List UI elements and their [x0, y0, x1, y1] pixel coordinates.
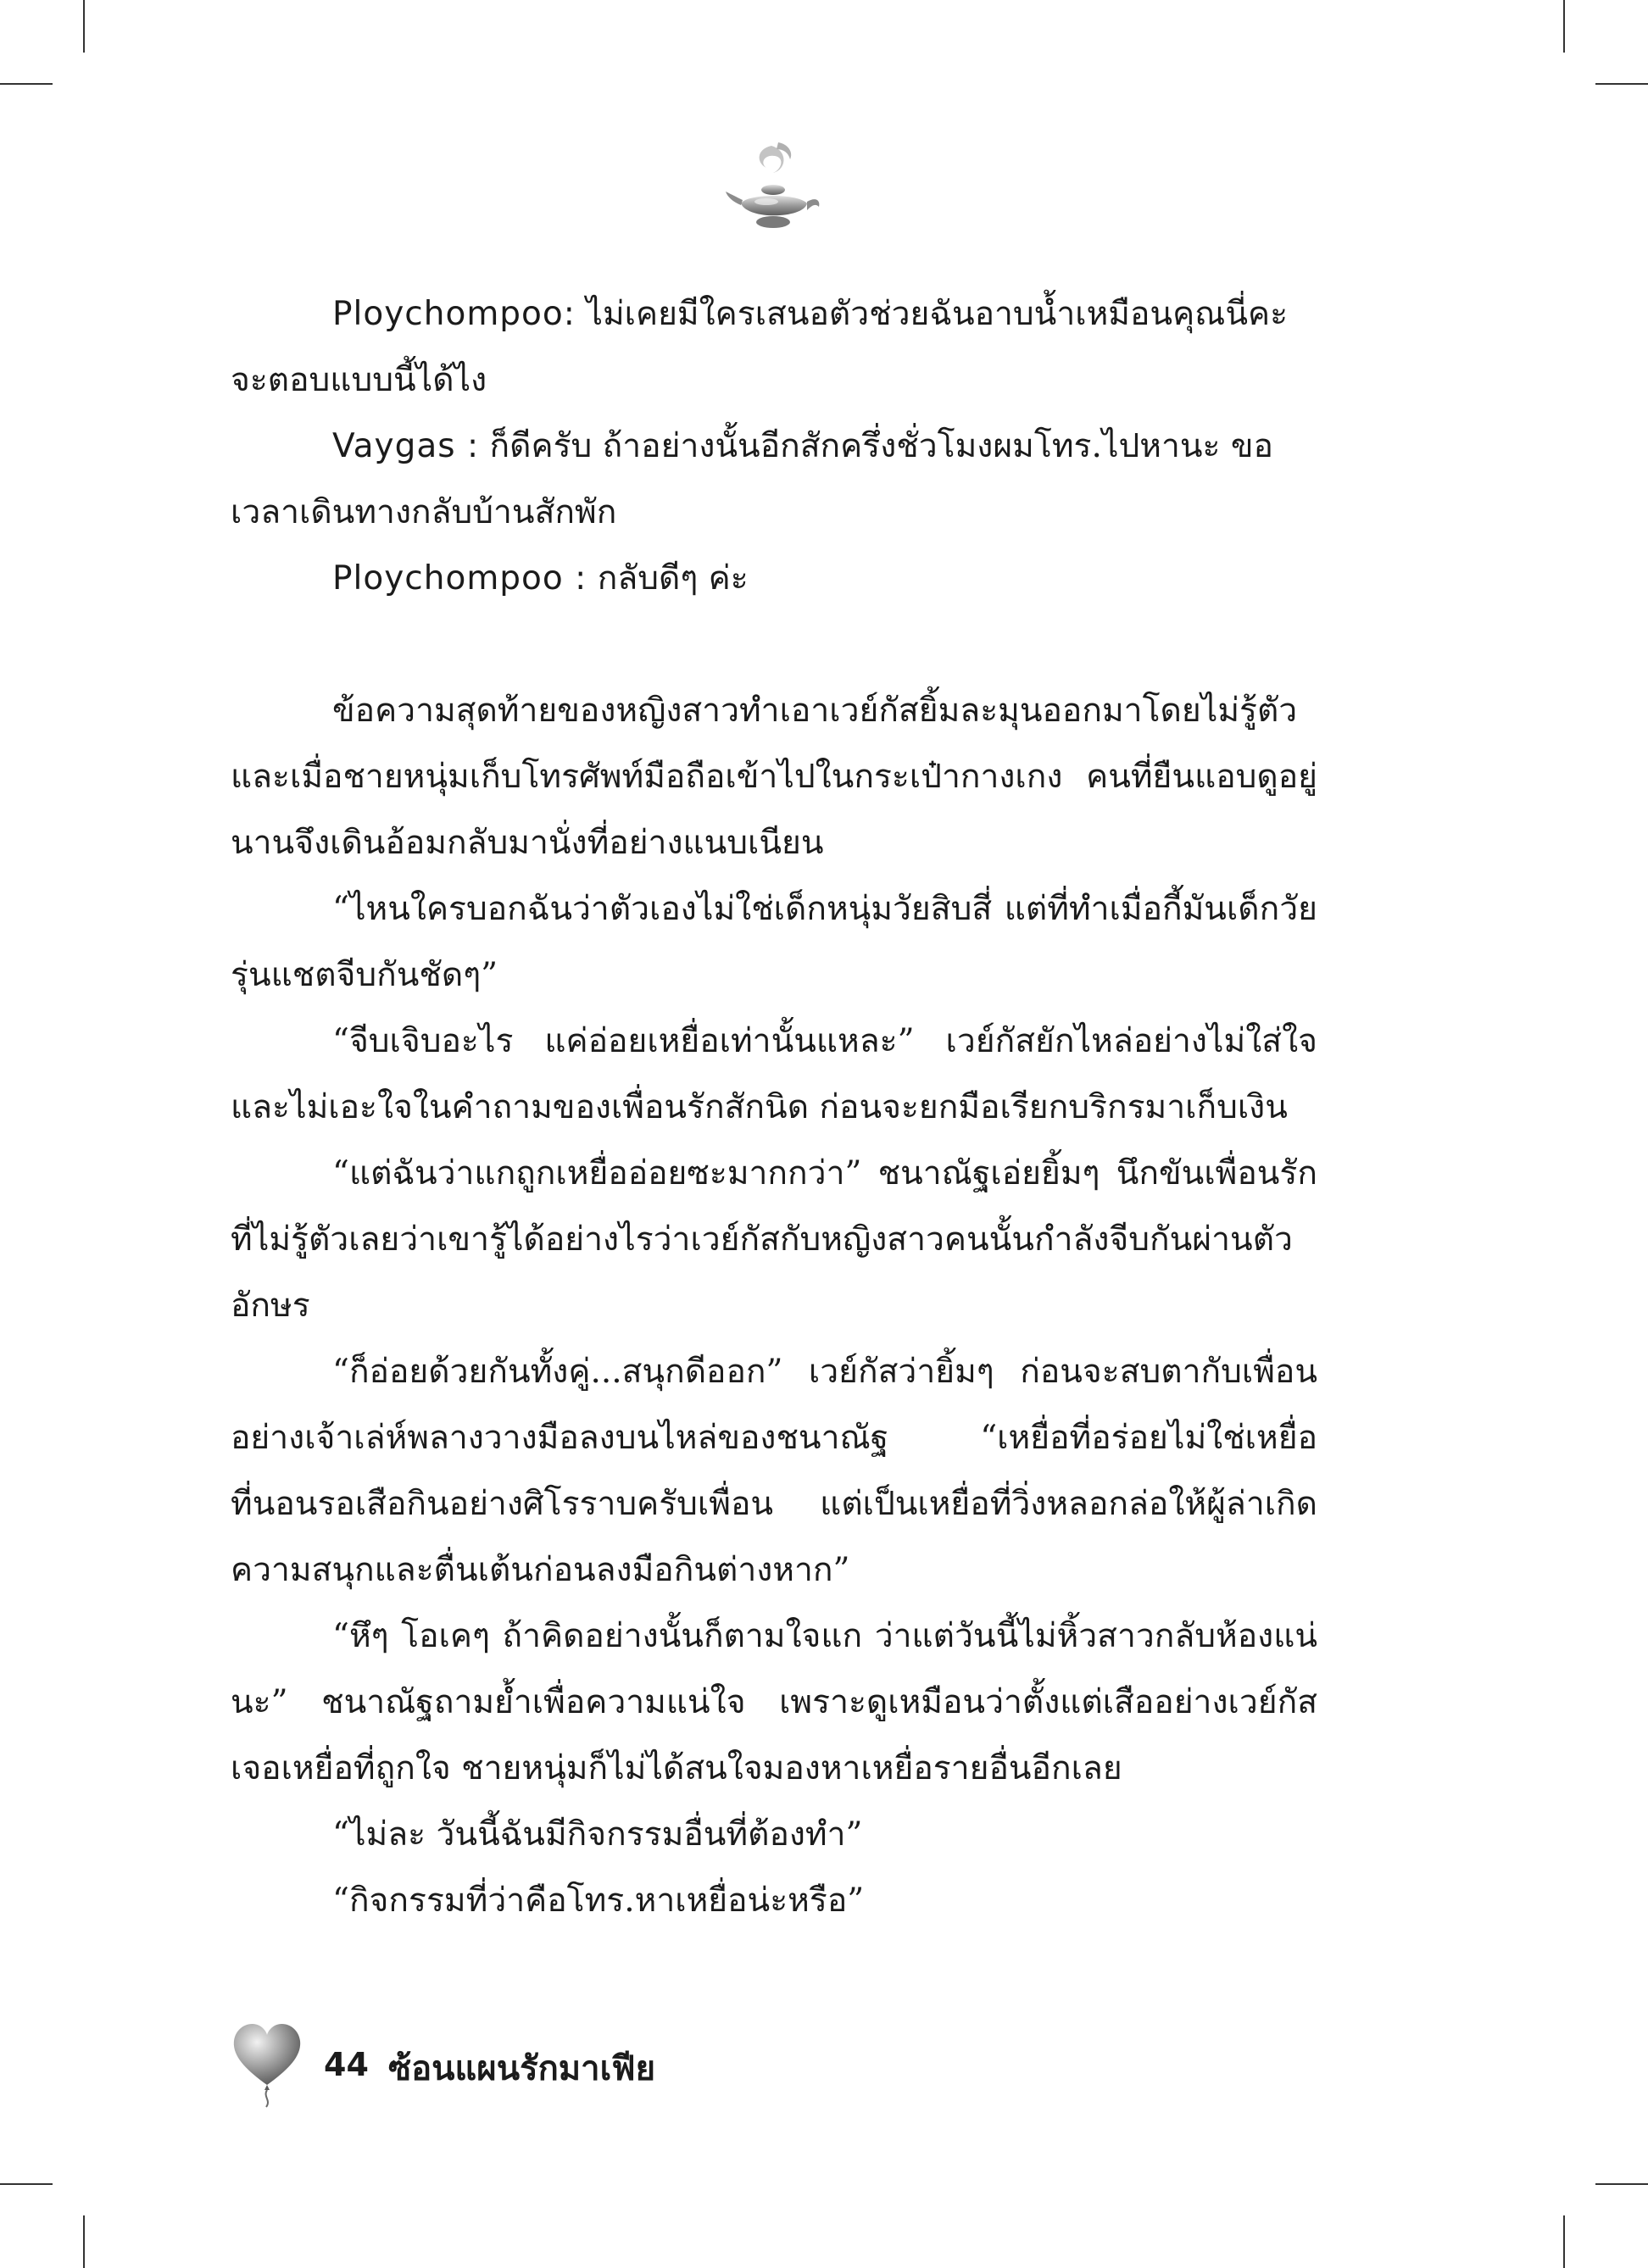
- crop-mark-bottom-left-h: [0, 2183, 53, 2185]
- crop-mark-top-right: [1563, 0, 1565, 53]
- book-title: ซ้อนแผนรักมาเฟีย: [388, 2049, 656, 2088]
- page-footer: [229, 2015, 992, 2117]
- chat-line-1: [231, 281, 1317, 414]
- paragraph: “กิจกรรมที่ว่าคือโทร.หาเหยื่อน่ะหรือ”: [332, 1882, 865, 1920]
- crop-mark-bottom-left: [83, 2215, 85, 2268]
- paragraph: “ก็อ่อยด้วยกันทั้งคู่...สนุกดีออก” เวย์กัสว่ายิ้มๆ ก่อนจะสบตากับเพื่อนอย่างเจ้าเล่ห์พลางวางมือลงบนไหล่ของชนาณัฐ “เหยื่อที่อร่อยไม่ใช่เหยื่อที่นอนรอเสือกินอย่างศิโรราบครับเพื่อน แต่เป็นเหยื่อที่วิ่งหลอกล่อให้ผู้ล่าเกิดความสนุกและตื่นเต้นก่อนลงมือกินต่างหาก”: [231, 1353, 1317, 1589]
- chat-message: ก็ดีครับ ถ้าอย่างนั้นอีกสักครึ่งชั่วโมงผมโทร.ไปหานะ ขอเวลาเดินทางกลับบ้านสักพัก: [231, 427, 1273, 531]
- paragraph: ข้อความสุดท้ายของหญิงสาวทำเอาเวย์กัสยิ้มละมุนออกมาโดยไม่รู้ตัว และเมื่อชายหนุ่มเก็บโทรศัพท์มือถือเข้าไปในกระเป๋ากางเกง คนที่ยืนแอบดูอยู่นานจึงเดินอ้อมกลับมานั่งที่อย่างแนบเนียน: [231, 692, 1317, 862]
- crop-mark-top-left-h: [0, 83, 53, 85]
- paragraph: “หึๆ โอเคๆ ถ้าคิดอย่างนั้นก็ตามใจแก ว่าแต่วันนี้ไม่หิ้วสาวกลับห้องแน่นะ” ชนาณัฐถามย้ำเพื่อความแน่ใจ เพราะดูเหมือนว่าตั้งแต่เสืออย่างเวย์กัสเจอเหยื่อที่ถูกใจ ชายหนุ่มก็ไม่ได้สนใจมองหาเหยื่อรายอื่นอีกเลย: [231, 1617, 1317, 1787]
- crop-mark-bottom-right: [1563, 2215, 1565, 2268]
- chat-line-2: [231, 414, 1317, 546]
- crop-mark-top-left: [83, 0, 85, 53]
- chat-speaker: Ploychompoo:: [332, 295, 576, 333]
- crop-mark-bottom-right-h: [1595, 2183, 1648, 2185]
- page-number: 44: [324, 2046, 369, 2083]
- chat-message: กลับดีๆ ค่ะ: [587, 559, 749, 598]
- chat-speaker: Ploychompoo :: [332, 559, 587, 598]
- crop-mark-top-right-h: [1595, 83, 1648, 85]
- paragraph: “ไม่ละ วันนี้ฉันมีกิจกรรมอื่นที่ต้องทำ”: [332, 1815, 863, 1854]
- chat-message: ไม่เคยมีใครเสนอตัวช่วยฉันอาบน้ำเหมือนคุณนี่คะ จะตอบแบบนี้ได้ไง: [231, 295, 1289, 399]
- paragraph: “แต่ฉันว่าแกถูกเหยื่ออ่อยซะมากกว่า” ชนาณัฐเอ่ยยิ้มๆ นึกขันเพื่อนรักที่ไม่รู้ตัวเลยว่าเขารู้ได้อย่างไรว่าเวย์กัสกับหญิงสาวคนนั้นกำลังจีบกันผ่านตัวอักษร: [231, 1154, 1317, 1325]
- chat-speaker: Vaygas :: [332, 427, 480, 465]
- magic-lamp-icon: [722, 137, 824, 239]
- page-body: [231, 281, 1317, 1934]
- chat-line-3: [231, 546, 1317, 612]
- heart-balloon-icon: [229, 2015, 305, 2109]
- paragraph: “จีบเจิบอะไร แค่อ่อยเหยื่อเท่านั้นแหละ” เวย์กัสยักไหล่อย่างไม่ใส่ใจและไม่เอะใจในคำถามของเพื่อนรักสักนิด ก่อนจะยกมือเรียกบริกรมาเก็บเงิน: [231, 1022, 1317, 1126]
- paragraph: “ไหนใครบอกฉันว่าตัวเองไม่ใช่เด็กหนุ่มวัยสิบสี่ แต่ที่ทำเมื่อกี้มันเด็กวัยรุ่นแชตจีบกันชัดๆ”: [231, 890, 1317, 994]
- section-gap: [231, 612, 1317, 678]
